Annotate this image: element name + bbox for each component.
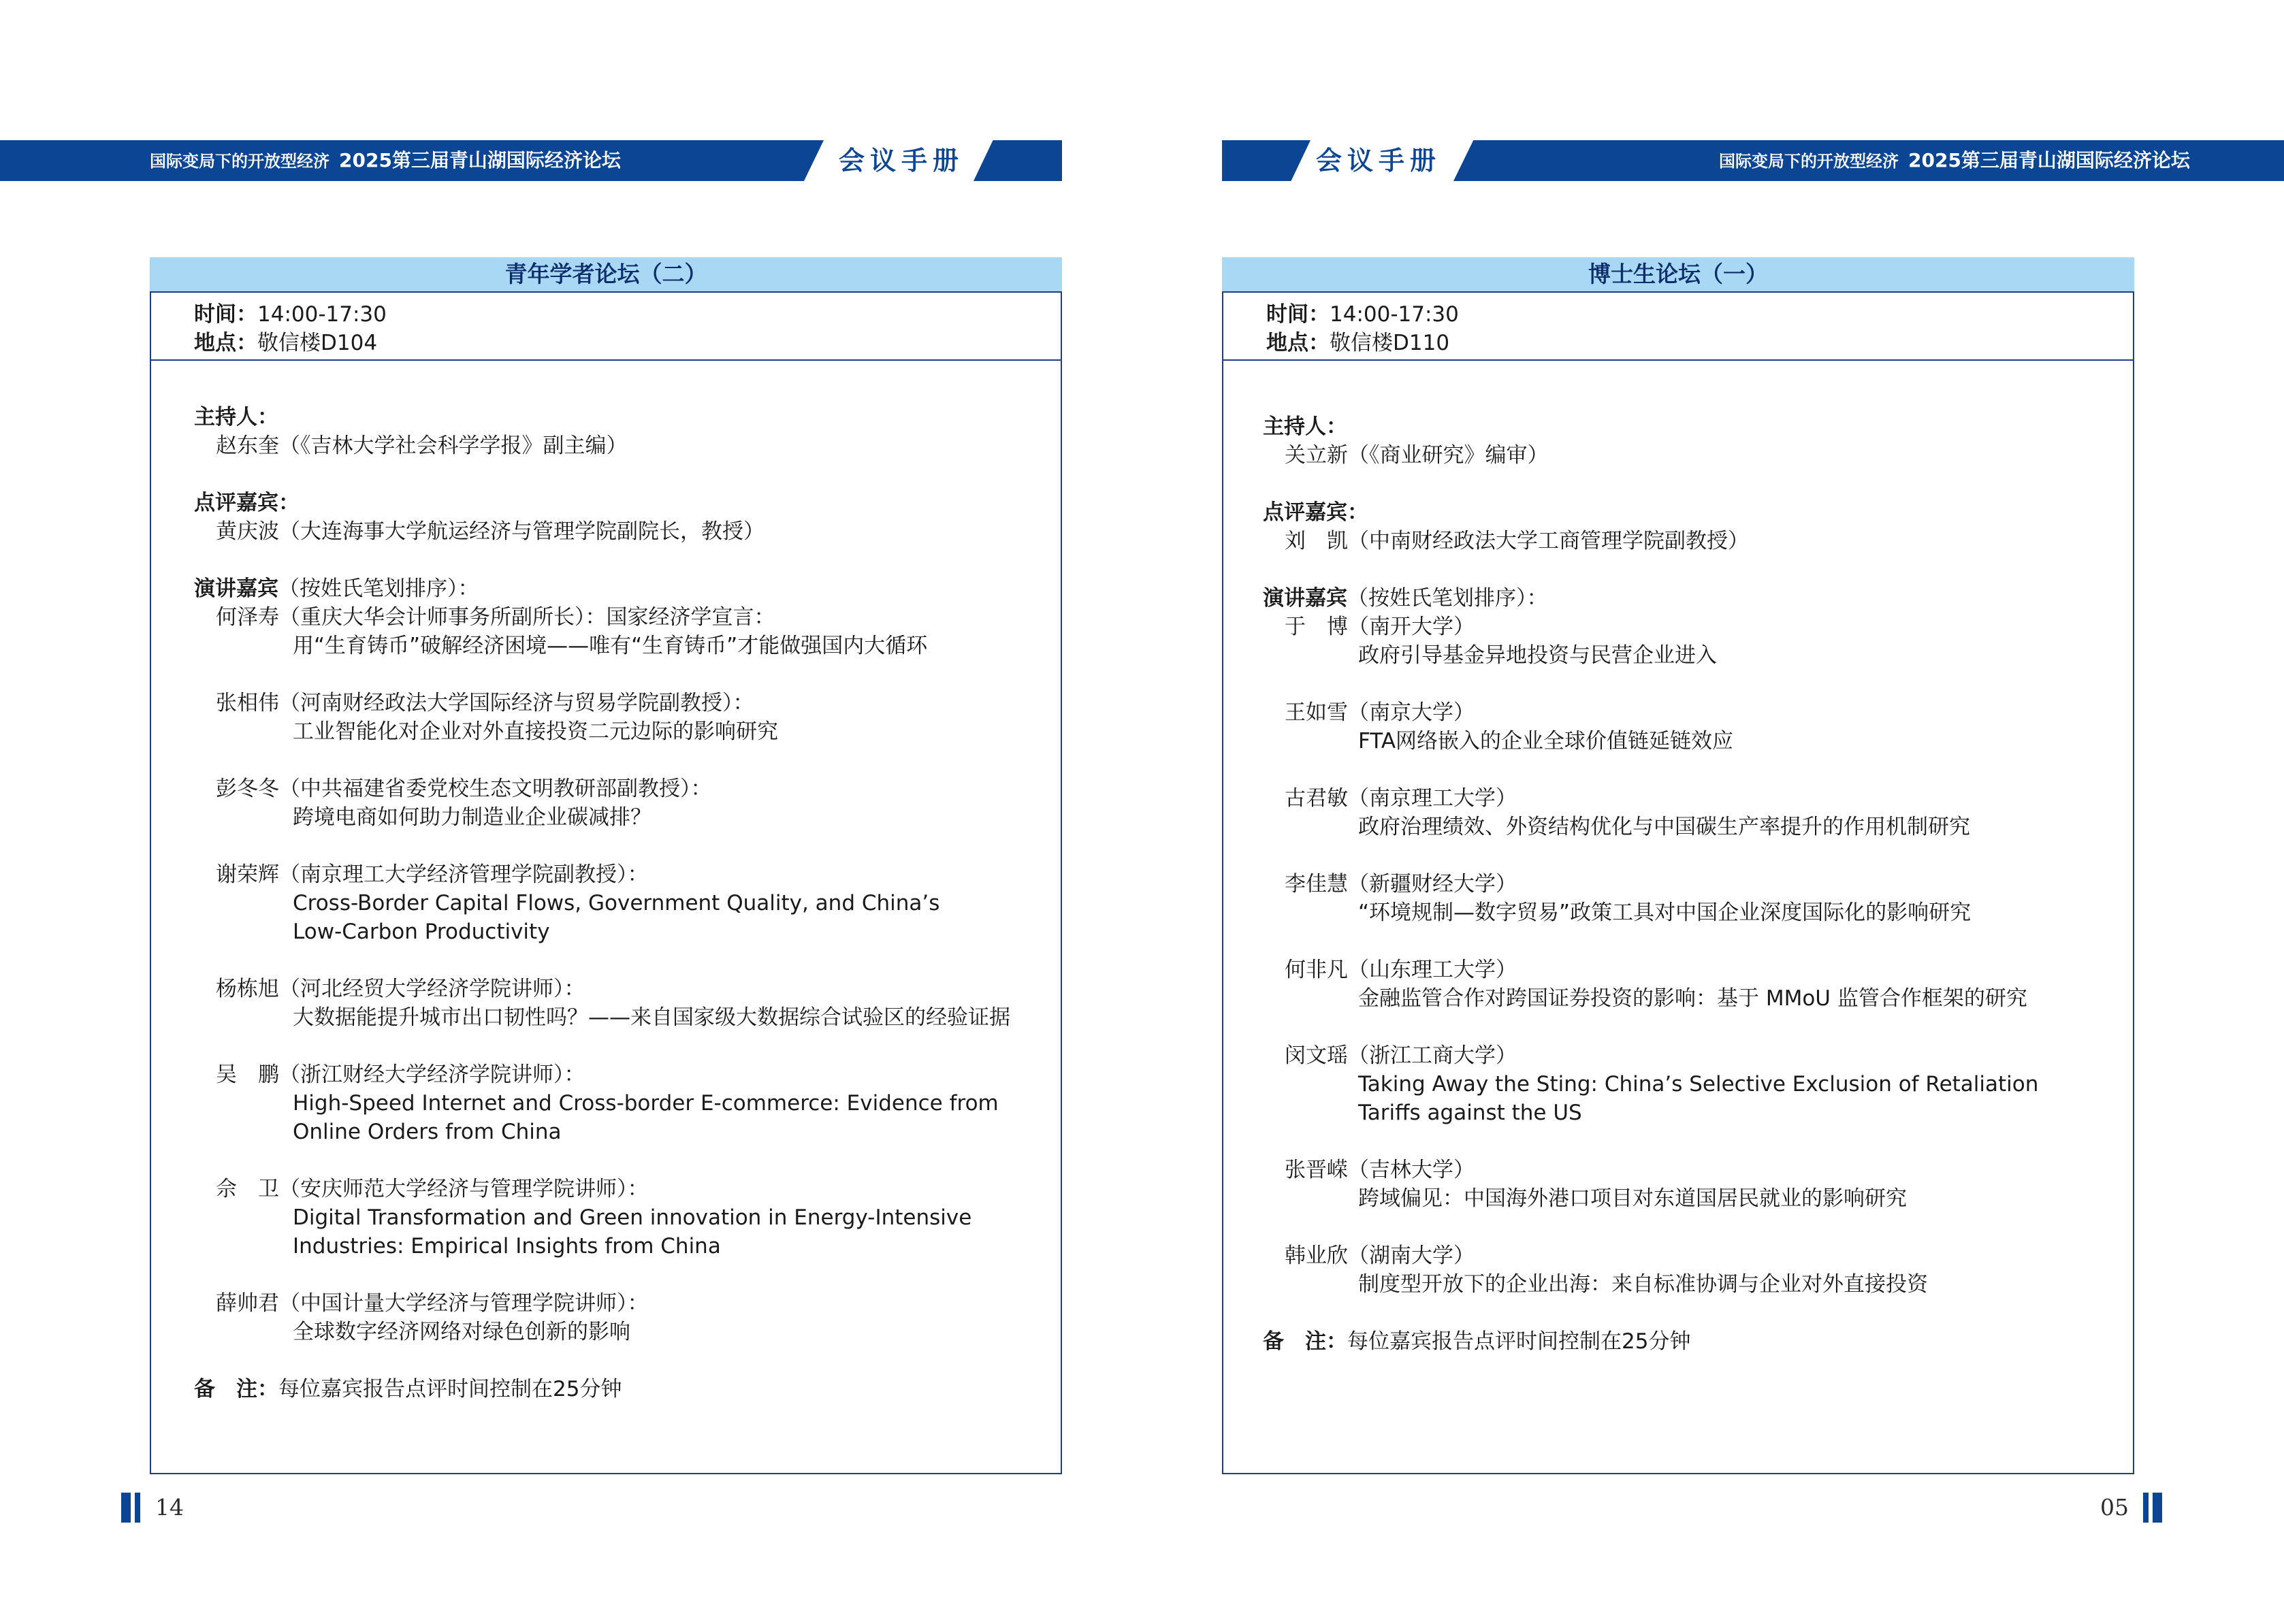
talk-title: FTA网络嵌入的企业全球价值链延链效应 (1358, 729, 1734, 753)
talk-title-cont: Tariffs against the US (1358, 1101, 1582, 1125)
talk-speaker: 王如雪（南京大学） (1285, 700, 1475, 725)
speakers-note: （按姓氏笔划排序）： (1347, 586, 1548, 611)
place-label: 地点： (194, 331, 257, 355)
left-talk (194, 1175, 971, 1261)
right-talk (1263, 1156, 1907, 1213)
right-talk (1263, 1041, 2038, 1127)
left-host-block (194, 403, 628, 460)
reviewer-value: 刘 凯（中南财经政法大学工商管理学院副教授） (1285, 529, 1749, 553)
place-value: 敬信楼D110 (1330, 331, 1450, 355)
talk-title: 大数据能提升城市出口韧性吗？——来自国家级大数据综合试验区的经验证据 (293, 1005, 1010, 1030)
header-band-right-tab (1222, 140, 1310, 181)
talk-title: 金融监管合作对跨国证券投资的影响：基于 MMoU 监管合作框架的研究 (1358, 986, 2027, 1011)
right-talk (1263, 956, 2027, 1013)
talk-title: 用“生育铸币”破解经济困境——唯有“生育铸币”才能做强国内大循环 (293, 634, 928, 658)
right-talk (1263, 1241, 1928, 1299)
talk-speaker: 何泽寿（重庆大华会计师事务所副所长）：国家经济学宣言： (216, 605, 775, 630)
talk-speaker: 于 博（南开大学） (1285, 615, 1475, 639)
right-speakers-heading (1263, 584, 1548, 613)
page-marker-bar (121, 1493, 131, 1523)
reviewer-label: 点评嘉宾： (194, 491, 300, 515)
left-talk (194, 689, 778, 746)
talk-title: 政府治理绩效、外资结构优化与中国碳生产率提升的作用机制研究 (1358, 815, 1970, 839)
host-value: 关立新（《商业研究》编审） (1285, 443, 1549, 468)
right-meta-divider (1222, 359, 2134, 361)
time-label: 时间： (194, 302, 257, 327)
talk-title: 制度型开放下的企业出海：来自标准协调与企业对外直接投资 (1358, 1272, 1928, 1297)
left-reviewer-block (194, 489, 765, 546)
time-value: 14:00-17:30 (1330, 302, 1459, 327)
speakers-label: 演讲嘉宾 (194, 576, 278, 601)
talk-title: 工业智能化对企业对外直接投资二元边际的影响研究 (293, 719, 778, 744)
host-label: 主持人： (1263, 415, 1347, 439)
header-left-forum (150, 140, 621, 181)
left-talk (194, 975, 1010, 1032)
talk-speaker: 古君敏（南京理工大学） (1285, 786, 1517, 811)
left-speakers-heading (194, 574, 479, 603)
header-band-left-tab (974, 140, 1062, 181)
talk-title: 全球数字经济网络对绿色创新的影响 (293, 1320, 630, 1344)
speakers-note: （按姓氏笔划排序）： (278, 576, 479, 601)
header-subtitle: 国际变局下的开放型经济 (1719, 152, 1899, 171)
talk-title: 政府引导基金异地投资与民营企业进入 (1358, 643, 1717, 668)
talk-title: High-Speed Internet and Cross-border E-commerce: Evidence from (293, 1091, 999, 1116)
talk-speaker: 薛帅君（中国计量大学经济与管理学院讲师）： (216, 1291, 649, 1316)
right-time-row (1266, 297, 1459, 327)
left-time-row (194, 297, 387, 327)
talk-speaker: 杨栋旭（河北经贸大学经济学院讲师）： (216, 977, 585, 1001)
host-label: 主持人： (194, 405, 278, 429)
header-right-forum (1719, 140, 2190, 181)
right-talk (1263, 613, 1717, 670)
talk-speaker: 张晋嵘（吉林大学） (1285, 1158, 1475, 1182)
page-marker-bar-thin (2143, 1493, 2149, 1523)
remark-value: 每位嘉宾报告点评时间控制在25分钟 (278, 1377, 622, 1401)
reviewer-value: 黄庆波（大连海事大学航运经济与管理学院副院长，教授） (216, 519, 765, 544)
right-talk (1263, 870, 1971, 927)
right-host-block (1263, 412, 1549, 470)
place-label: 地点： (1266, 331, 1330, 355)
time-label: 时间： (1266, 302, 1330, 327)
left-talk (194, 1060, 999, 1146)
talk-title: “环境规制—数字贸易”政策工具对中国企业深度国际化的影响研究 (1358, 900, 1972, 925)
speakers-label: 演讲嘉宾 (1263, 586, 1347, 611)
left-talk (194, 603, 927, 660)
talk-title: Digital Transformation and Green innovation in Energy-Intensive (293, 1205, 972, 1230)
header-left-handbook: 会议手册 (839, 146, 965, 176)
talk-title: Cross-Border Capital Flows, Government Quality, and China’s (293, 891, 940, 915)
talk-speaker: 闵文瑶（浙江工商大学） (1285, 1043, 1517, 1068)
talk-title-cont: Industries: Empirical Insights from China (293, 1234, 721, 1258)
talk-title-cont: Online Orders from China (293, 1120, 562, 1144)
talk-title: 跨境电商如何助力制造业企业碳减排？ (293, 805, 652, 830)
talk-speaker: 吴 鹏（浙江财经大学经济学院讲师）： (216, 1062, 585, 1087)
page-marker-bar-thin (135, 1493, 140, 1523)
header-subtitle: 国际变局下的开放型经济 (150, 152, 329, 171)
header-right-handbook: 会议手册 (1316, 146, 1442, 176)
right-remark (1263, 1327, 1690, 1356)
right-reviewer-block (1263, 498, 1749, 555)
host-value: 赵东奎（《吉林大学社会科学学报》副主编） (216, 434, 628, 458)
left-meta-divider (150, 359, 1062, 361)
header-forum-name: 2025第三届青山湖国际经济论坛 (339, 149, 621, 172)
right-session-title: 博士生论坛（一） (1222, 257, 2134, 291)
talk-speaker: 彭冬冬（中共福建省委党校生态文明教研部副教授）： (216, 777, 712, 801)
reviewer-label: 点评嘉宾： (1263, 500, 1368, 525)
talk-title-cont: Low-Carbon Productivity (293, 920, 550, 944)
left-remark (194, 1375, 622, 1403)
talk-speaker: 韩业欣（湖南大学） (1285, 1244, 1475, 1268)
header-forum-name: 2025第三届青山湖国际经济论坛 (1908, 149, 2190, 172)
talk-title: Taking Away the Sting: China’s Selective Exclusion of Retaliation (1358, 1072, 2039, 1097)
remark-label: 备 注： (194, 1377, 278, 1401)
page-marker-bar (2153, 1493, 2162, 1523)
left-talk (194, 775, 712, 832)
right-talk (1263, 784, 1970, 841)
place-value: 敬信楼D104 (257, 331, 378, 355)
right-talk (1263, 698, 1733, 756)
left-talk (194, 1289, 649, 1346)
remark-value: 每位嘉宾报告点评时间控制在25分钟 (1347, 1329, 1691, 1354)
time-value: 14:00-17:30 (257, 302, 387, 327)
talk-speaker: 何非凡（山东理工大学） (1285, 958, 1517, 982)
talk-speaker: 佘 卫（安庆师范大学经济与管理学院讲师）： (216, 1177, 649, 1201)
right-place-row (1266, 325, 1449, 356)
talk-speaker: 李佳慧（新疆财经大学） (1285, 872, 1517, 896)
talk-speaker: 谢荣辉（南京理工大学经济管理学院副教授）： (216, 862, 649, 887)
talk-speaker: 张相伟（河南财经政法大学国际经济与贸易学院副教授）： (216, 691, 754, 715)
remark-label: 备 注： (1263, 1329, 1347, 1354)
left-session-title: 青年学者论坛（二） (150, 257, 1062, 291)
page-number-right: 05 (2100, 1494, 2129, 1521)
left-talk (194, 860, 939, 946)
talk-title: 跨域偏见：中国海外港口项目对东道国居民就业的影响研究 (1358, 1186, 1907, 1211)
left-place-row (194, 325, 377, 356)
page-number-left: 14 (155, 1494, 184, 1521)
